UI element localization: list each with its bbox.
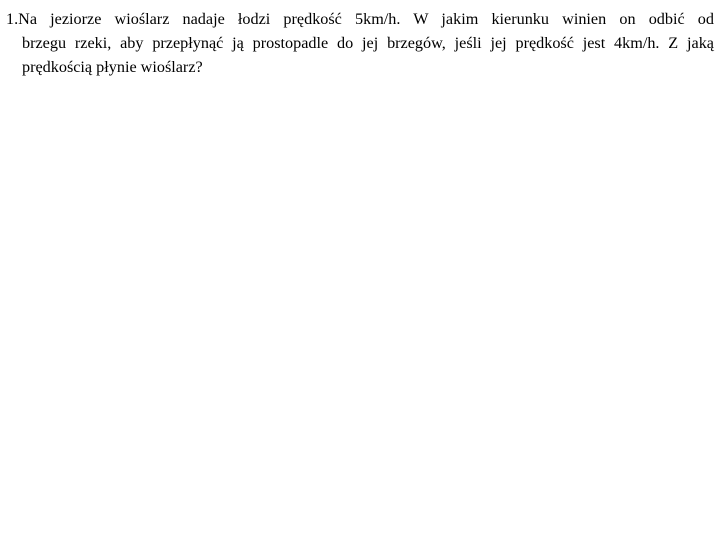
problem-line-2: brzegu rzeki, aby przepłynąć ją prostopadle do jej brzegów, jeśli jej prędkość jest 4km/h. Z jaką <box>22 34 714 52</box>
problem-line-1 <box>6 7 714 31</box>
problem-line-3: prędkością płynie wioślarz? <box>22 58 203 76</box>
problem-number: 1. <box>6 10 19 28</box>
problem-text <box>6 7 714 79</box>
problem-line-1-text: Na jeziorze wioślarz nadaje łodzi prędkość 5km/h. W jakim kierunku winien on odbić od <box>18 10 714 28</box>
